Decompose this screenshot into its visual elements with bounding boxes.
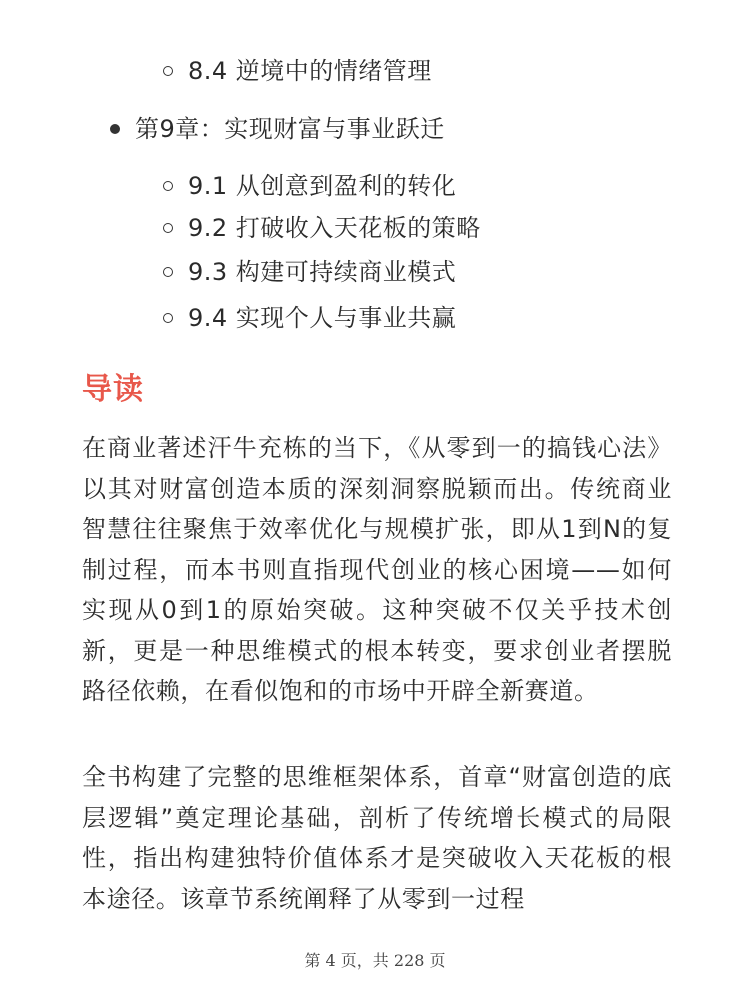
- disc-bullet-icon: [110, 124, 120, 134]
- toc-subitem-label: 8.4 逆境中的情绪管理: [188, 57, 432, 85]
- circle-bullet-icon: [163, 181, 173, 191]
- circle-bullet-icon: [163, 223, 173, 233]
- page-number-footer: 第 4 页，共 228 页: [304, 951, 446, 970]
- toc-subitem: [188, 301, 456, 335]
- circle-bullet-icon: [163, 313, 173, 323]
- toc-subitem-label: 9.1 从创意到盈利的转化: [188, 172, 457, 200]
- toc-subitem: [188, 169, 456, 203]
- toc-chapter-label: 第9章：实现财富与事业跃迁: [135, 115, 445, 143]
- body-paragraph: 在商业著述汗牛充栋的当下，《从零到一的搞钱心法》以其对财富创造本质的深刻洞察脱颖而出。传统商业智慧往往聚焦于效率优化与规模扩张，即从1到N的复制过程，而本书则直指现代创业的核心困境——如何实现从0到1的原始突破。这种突破不仅关乎技术创新，更是一种思维模式的根本转变，要求创业者摆脱路径依赖，在看似饱和的市场中开辟全新赛道。: [82, 434, 672, 705]
- toc-subitem: [188, 255, 456, 289]
- body-paragraph: 全书构建了完整的思维框架体系，首章“财富创造的底层逻辑”奠定理论基础，剖析了传统增长模式的局限性，指出构建独特价值体系才是突破收入天花板的根本途径。该章节系统阐释了从零到一过程: [82, 763, 672, 913]
- circle-bullet-icon: [163, 66, 173, 76]
- toc-subitem-label: 9.4 实现个人与事业共赢: [188, 304, 457, 332]
- section-heading: 导读: [82, 372, 144, 407]
- toc-chapter: [135, 112, 445, 146]
- circle-bullet-icon: [163, 267, 173, 277]
- toc-subitem-label: 9.3 构建可持续商业模式: [188, 258, 457, 286]
- toc-subitem-label: 9.2 打破收入天花板的策略: [188, 214, 481, 242]
- toc-subitem: [188, 54, 432, 88]
- toc-subitem: [188, 211, 481, 245]
